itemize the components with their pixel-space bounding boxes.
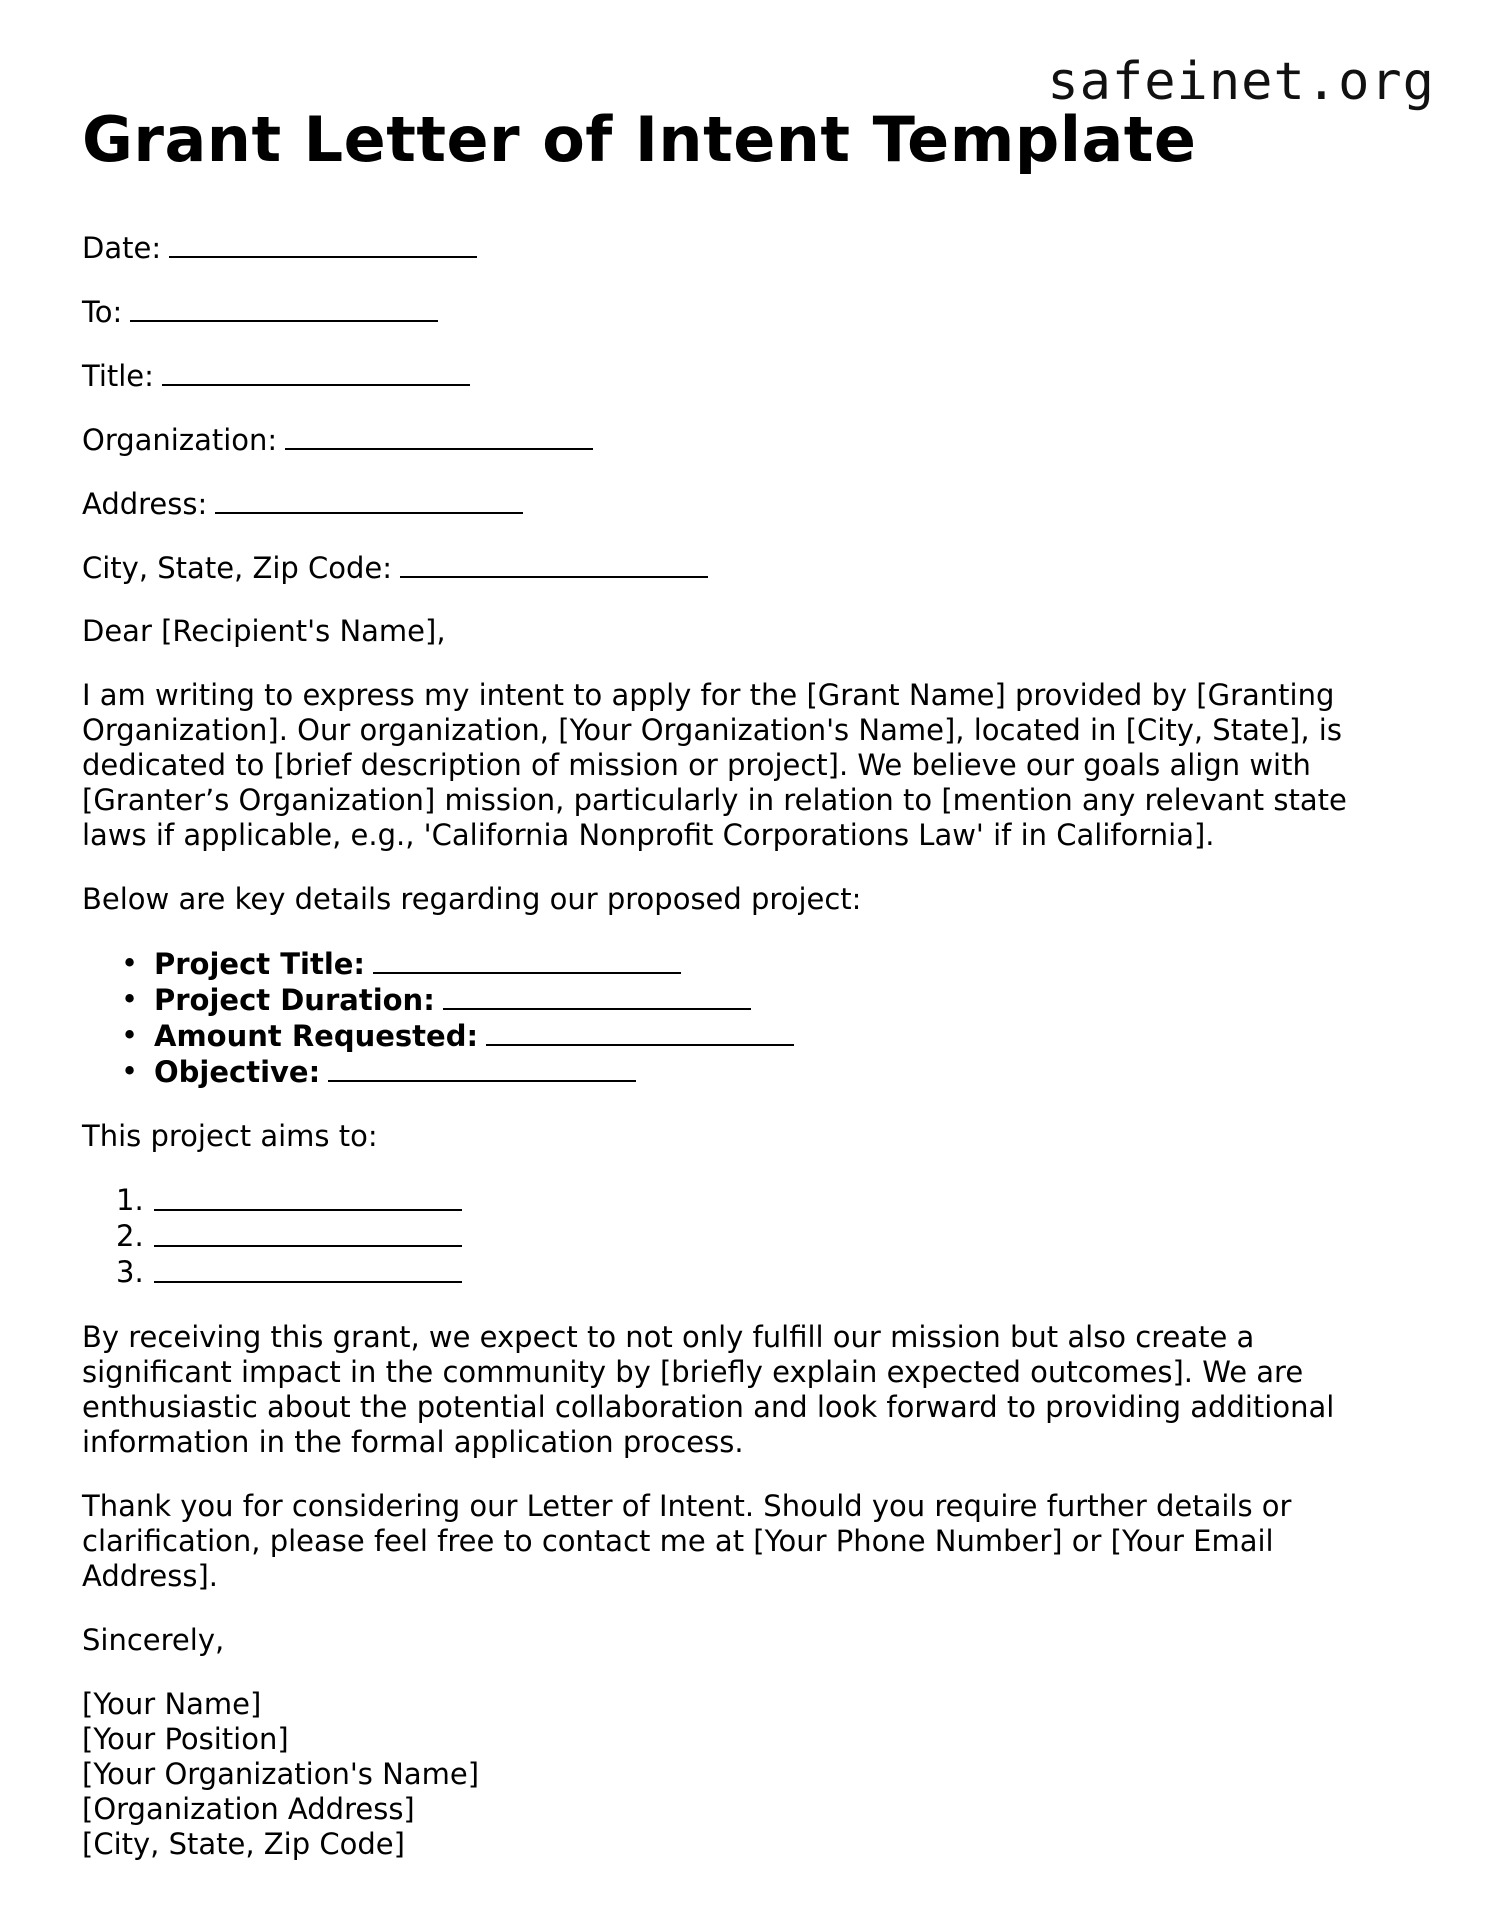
signature-block: [82, 1687, 1402, 1862]
aim-2-blank-line[interactable]: [154, 1219, 462, 1247]
address-blank-line[interactable]: [215, 486, 523, 514]
signature-position: [Your Position]: [82, 1722, 289, 1756]
page-title: Grant Letter of Intent Template: [82, 103, 1197, 176]
date-field: [82, 230, 1402, 265]
signature-address: [Organization Address]: [82, 1792, 415, 1826]
list-item: [116, 1183, 1402, 1219]
thanks-paragraph: Thank you for considering our Letter of Intent. Should you require further details or clarification, please feel free to contact me at [Your Phone Number] or [Your Email Address].: [82, 1489, 1292, 1593]
watermark: safeinet.org: [1047, 52, 1435, 112]
aims-intro: This project aims to:: [82, 1119, 378, 1153]
detail-label: Project Title:: [154, 947, 366, 981]
city-state-zip-field: [82, 550, 1402, 585]
field-label: City, State, Zip Code:: [82, 551, 393, 585]
objective-blank-line[interactable]: [328, 1054, 636, 1082]
list-item: [154, 1054, 1402, 1090]
aim-1-blank-line[interactable]: [154, 1183, 462, 1211]
list-number: 3.: [116, 1255, 144, 1289]
title-field: [82, 358, 1402, 393]
field-label: Address:: [82, 487, 208, 521]
detail-label: Project Duration:: [154, 983, 435, 1017]
outcome-paragraph: By receiving this grant, we expect to not only fulfill our mission but also create a significant impact in the community by [briefly explain expected outcomes]. We are enthusiastic about the potential collaboration and look forward to providing additional information in the formal application process.: [82, 1320, 1335, 1459]
list-item: [116, 1219, 1402, 1255]
address-field: [82, 486, 1402, 521]
project-title-blank-line[interactable]: [373, 946, 681, 974]
field-label: Title:: [82, 359, 154, 393]
field-label: Date:: [82, 231, 162, 265]
organization-field: [82, 422, 1402, 457]
project-duration-blank-line[interactable]: [443, 982, 751, 1010]
aim-3-blank-line[interactable]: [154, 1255, 462, 1283]
field-label: To:: [82, 295, 123, 329]
list-number: 2.: [116, 1219, 144, 1253]
closing: Sincerely,: [82, 1623, 225, 1657]
list-number: 1.: [116, 1183, 144, 1217]
to-field: [82, 294, 1402, 329]
signature-organization: [Your Organization's Name]: [82, 1757, 480, 1791]
amount-requested-blank-line[interactable]: [486, 1018, 794, 1046]
aims-list: [82, 1183, 1402, 1291]
city-state-zip-blank-line[interactable]: [400, 550, 708, 578]
intro-paragraph: I am writing to express my intent to apply for the [Grant Name] provided by [Granting Organization]. Our organization, [Your Organization's Name], located in [City, State], is dedicated to [brief description of mission or project]. We believe our goals align with [Granter’s Organization] mission, particularly in relation to [mention any relevant state laws if applicable, e.g., 'California Nonprofit Corporations Law' if in California].: [82, 678, 1347, 852]
list-item: [154, 1018, 1402, 1054]
list-item: [116, 1255, 1402, 1291]
header-fields: [82, 230, 1402, 585]
details-intro: Below are key details regarding our proposed project:: [82, 882, 862, 916]
detail-label: Amount Requested:: [154, 1019, 479, 1053]
detail-label: Objective:: [154, 1055, 321, 1089]
title-blank-line[interactable]: [162, 358, 470, 386]
date-blank-line[interactable]: [169, 230, 477, 258]
salutation: Dear [Recipient's Name],: [82, 614, 446, 648]
field-label: Organization:: [82, 423, 278, 457]
letter-document: [82, 100, 1402, 1862]
to-blank-line[interactable]: [130, 294, 438, 322]
signature-city-state-zip: [City, State, Zip Code]: [82, 1827, 405, 1861]
list-item: [154, 982, 1402, 1018]
project-details-list: [82, 946, 1402, 1090]
signature-name: [Your Name]: [82, 1687, 262, 1721]
organization-blank-line[interactable]: [285, 422, 593, 450]
list-item: [154, 946, 1402, 982]
